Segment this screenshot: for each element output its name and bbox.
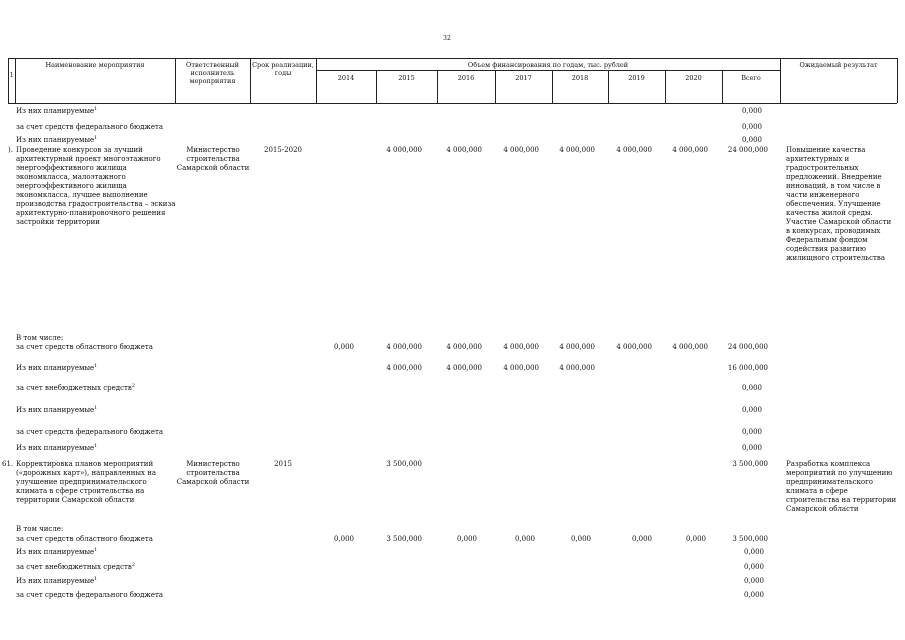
row-val-2019: 4 000,000 (616, 343, 652, 351)
row-total: 0,000 (741, 444, 762, 452)
row-total: 0,000 (741, 136, 762, 144)
row-total: 0,000 (741, 406, 762, 414)
row-val-2015: 4 000,000 (386, 343, 422, 351)
row-label: Из них планируемые$^1$ (16, 106, 98, 115)
header-year-2015: 2015 (398, 74, 415, 82)
header-year-2020: 2020 (685, 74, 702, 82)
measure-61-name: Корректировка планов мероприятий («дорожных карт»), направленных на улучшение предпринимательского климата в сфере строительства на территории Самарской области (16, 460, 157, 504)
measure-61-total: 3 500,000 (732, 460, 768, 468)
row-label: Из них планируемые$^1$ (16, 443, 98, 452)
row-val-2017: 4 000,000 (503, 364, 539, 372)
row-total: 0,000 (743, 577, 764, 585)
row-val-2017: 4 000,000 (503, 343, 539, 351)
row-total: 0,000 (741, 384, 762, 392)
header-year-2018: 2018 (571, 74, 589, 82)
row-val-2016: 4 000,000 (446, 343, 482, 351)
measure-60-val-2020: 4 000,000 (672, 146, 708, 154)
row-label: за счет средств федерального бюджета (16, 123, 164, 131)
row-val-2020: 4 000,000 (672, 343, 708, 351)
measure-60-val-2018: 4 000,000 (559, 146, 595, 154)
row-label: за счет средств федерального бюджета (16, 428, 164, 436)
row-total: 0,000 (741, 123, 762, 131)
row-val-2014: 0,000 (333, 343, 354, 351)
row-val-2016: 4 000,000 (446, 364, 482, 372)
header-year-2016: 2016 (457, 74, 475, 82)
measure-60-number: ). (8, 146, 13, 154)
header-year-2017: 2017 (515, 74, 532, 82)
row-val-2018: 0,000 (570, 535, 591, 543)
measure-60-result: Повышение качества архитектурных и градостроительных предложений. Внедрение инноваций, в том числе в части инженерного обеспечения. Улучшение качества жилой среды. Участие Самарской области в конкурсах, проводимых Федеральным фондом содействия развитию жилищного строительства (786, 146, 892, 262)
row-total: 16 000,000 (727, 364, 768, 372)
row-val-2019: 0,000 (631, 535, 652, 543)
row-label: за счет средств областного бюджета (16, 343, 153, 351)
row-label: за счет средств федерального бюджета (16, 591, 164, 599)
row-val-2020: 0,000 (685, 535, 706, 543)
header-period: Срок реализации, годы (252, 61, 314, 77)
header-year-2014: 2014 (337, 74, 355, 82)
row-total: 24 000,000 (727, 343, 768, 351)
row-total: 3 500,000 (732, 535, 768, 543)
measure-61-period: 2015 (274, 460, 292, 468)
row-label: Из них планируемые$^1$ (16, 405, 98, 414)
header-name: Наименование мероприятия (45, 61, 145, 69)
measure-61-including: В том числе: (16, 525, 64, 533)
header-year-2019: 2019 (628, 74, 645, 82)
measure-60-val-2017: 4 000,000 (503, 146, 539, 154)
measure-60-val-2019: 4 000,000 (616, 146, 652, 154)
row-label: Из них планируемые$^1$ (16, 135, 98, 144)
row-val-2014: 0,000 (333, 535, 354, 543)
row-label: за счет внебюджетных средств$^2$ (16, 562, 136, 571)
row-val-2015: 4 000,000 (386, 364, 422, 372)
row-total: 0,000 (741, 107, 762, 115)
measure-60-total: 24 000,000 (727, 146, 768, 154)
header-num: 1 (9, 72, 14, 79)
row-val-2017: 0,000 (514, 535, 535, 543)
row-label: Из них планируемые$^1$ (16, 363, 98, 372)
header-result: Ожидаемый результат (799, 61, 878, 69)
row-total: 0,000 (743, 563, 764, 571)
measure-60-including: В том числе: (16, 334, 64, 342)
row-val-2015: 3 500,000 (386, 535, 422, 543)
header-total: Всего (741, 74, 761, 82)
measure-61-result: Разработка комплекса мероприятий по улучшению предпринимательского климата в сфере строительства на территории Самарской области (786, 460, 897, 513)
header-executor: Ответственный исполнитель мероприятия (186, 61, 239, 85)
row-label: Из них планируемые$^1$ (16, 576, 98, 585)
measure-61-executor: Министерство строительства Самарской области (176, 460, 250, 486)
measure-60-period: 2015-2020 (264, 146, 302, 154)
measure-60-val-2016: 4 000,000 (446, 146, 482, 154)
measure-60-val-2015: 4 000,000 (386, 146, 422, 154)
row-val-2018: 4 000,000 (559, 343, 595, 351)
measure-61-number: 61. (2, 460, 14, 468)
measure-60-name: Проведение конкурсов за лучший архитектурный проект многоэтажного энергоэффективного жилища экономкласса, малоэтажного энергоэффективного жилища экономкласса, лучшее выполнение производства градостроительства – эскиза архитектурно-планировочного решения застройки территории (16, 146, 176, 226)
row-total: 0,000 (743, 591, 764, 599)
row-label: Из них планируемые$^1$ (16, 547, 98, 556)
page-number: 32 (443, 35, 451, 42)
row-val-2016: 0,000 (456, 535, 477, 543)
measure-61-val-2015: 3 500,000 (386, 460, 422, 468)
row-label: за счет внебюджетных средств$^2$ (16, 383, 136, 392)
measure-60-executor: Министерство строительства Самарской области (176, 146, 250, 172)
row-total: 0,000 (743, 548, 764, 556)
header-financing: Объем финансирования по годам, тыс. рублей (467, 61, 629, 69)
row-total: 0,000 (741, 428, 762, 436)
row-label: за счет средств областного бюджета (16, 535, 153, 543)
row-val-2018: 4 000,000 (559, 364, 595, 372)
